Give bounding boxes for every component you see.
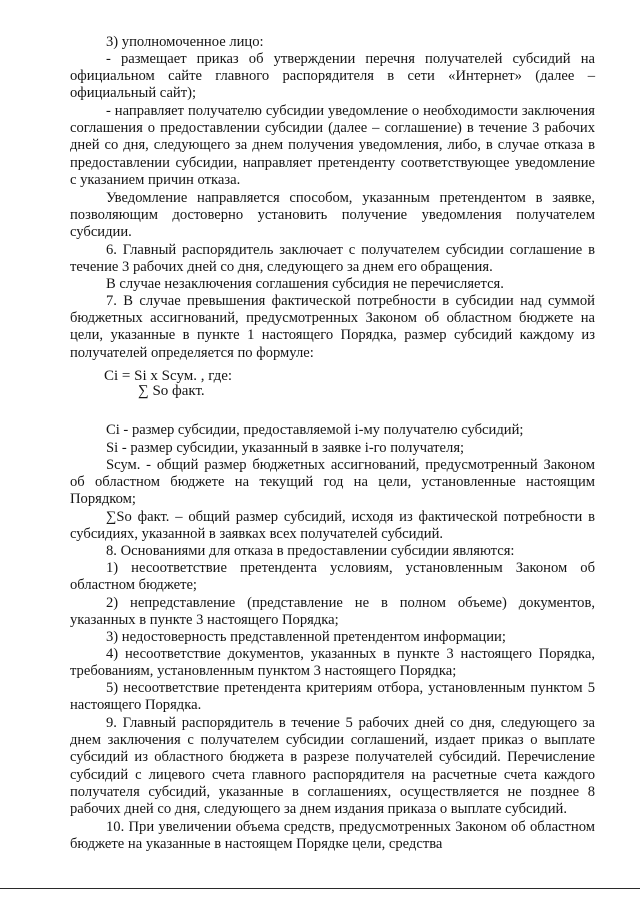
paragraph: 9. Главный распорядитель в течение 5 рабочих дней со дня, следующего за днем заключения с получателем субсидии соглашений, издает приказ о выплате субсидий из областного бюджета в разрезе получателей субсидий. Перечисление субсидий с лицевого счета главного распорядителя на расчетные счета каждого получателя субсидий, указанные в соглашениях, осуществляется не позднее 8 рабочих дней со дня, следующего за днем издания приказа о выплате субсидий. <box>70 715 595 818</box>
paragraph: 10. При увеличении объема средств, предусмотренных Законом об областном бюджете на указанные в настоящем Порядке цели, средства <box>70 819 595 853</box>
paragraph: - размещает приказ об утверждении перечня получателей субсидий на официальном сайте главного распорядителя в сети «Интернет» (далее – официальный сайт); <box>70 51 595 102</box>
formula-lhs: Ci = Si x Sсум. , где: <box>104 368 233 384</box>
paragraph: Уведомление направляется способом, указанным претендентом в заявке, позволяющим достоверно установить получение уведомления получателем субсидии. <box>70 190 595 241</box>
formula <box>104 367 404 407</box>
list-item: 3) недостоверность представленной претендентом информации; <box>106 629 506 645</box>
definition-si: Si - размер субсидии, указанный в заявке i-го получателя; <box>106 440 465 456</box>
paragraph: 6. Главный распорядитель заключает с получателем субсидии соглашение в течение 3 рабочих дней со дня, следующего за днем его обращения. <box>70 242 595 276</box>
paragraph: 3) уполномоченное лицо: <box>106 34 264 50</box>
paragraph: В случае незаключения соглашения субсидия не перечисляется. <box>106 276 504 292</box>
page-bottom-edge <box>0 888 640 889</box>
list-item: 2) непредставление (представление не в полном объеме) документов, указанных в пункте 3 настоящего Порядка; <box>70 595 595 629</box>
list-item: 5) несоответствие претендента критериям отбора, установленным пунктом 5 настоящего Порядка. <box>70 680 595 714</box>
definition-so-fact: ∑So факт. – общий размер субсидий, исходя из фактической потребности в субсидиях, указанной в заявках всех получателей субсидий. <box>70 509 595 543</box>
paragraph: 7. В случае превышения фактической потребности в субсидии над суммой бюджетных ассигнований, предусмотренных Законом об областном бюджете на цели, указанные в пункте 1 настоящего Порядка, размер субсидий каждому из получателей определяется по формуле: <box>70 293 595 361</box>
definition-ci: Ci - размер субсидии, предоставляемой i-му получателю субсидий; <box>106 422 524 438</box>
paragraph: 8. Основаниями для отказа в предоставлении субсидии являются: <box>106 543 515 559</box>
paragraph: - направляет получателю субсидии уведомление о необходимости заключения соглашения о предоставлении субсидии (далее – соглашение) в течение 3 рабочих дней со дня, следующего за днем получения уведомления, либо, в случае отказа в предоставлении субсидии, направляет претенденту соответствующее уведомление с указанием причин отказа. <box>70 103 595 188</box>
list-item: 1) несоответствие претендента условиям, установленным Законом об областном бюджете; <box>70 560 595 594</box>
list-item: 4) несоответствие документов, указанных в пункте 3 настоящего Порядка, требованиям, установленным пунктом 3 настоящего Порядка; <box>70 646 595 680</box>
formula-denominator: ∑ So факт. <box>138 383 205 399</box>
definition-ssum: Sсум. - общий размер бюджетных ассигнований, предусмотренный Законом об областном бюджете на текущий год на цели, установленные настоящим Порядком; <box>70 457 595 508</box>
